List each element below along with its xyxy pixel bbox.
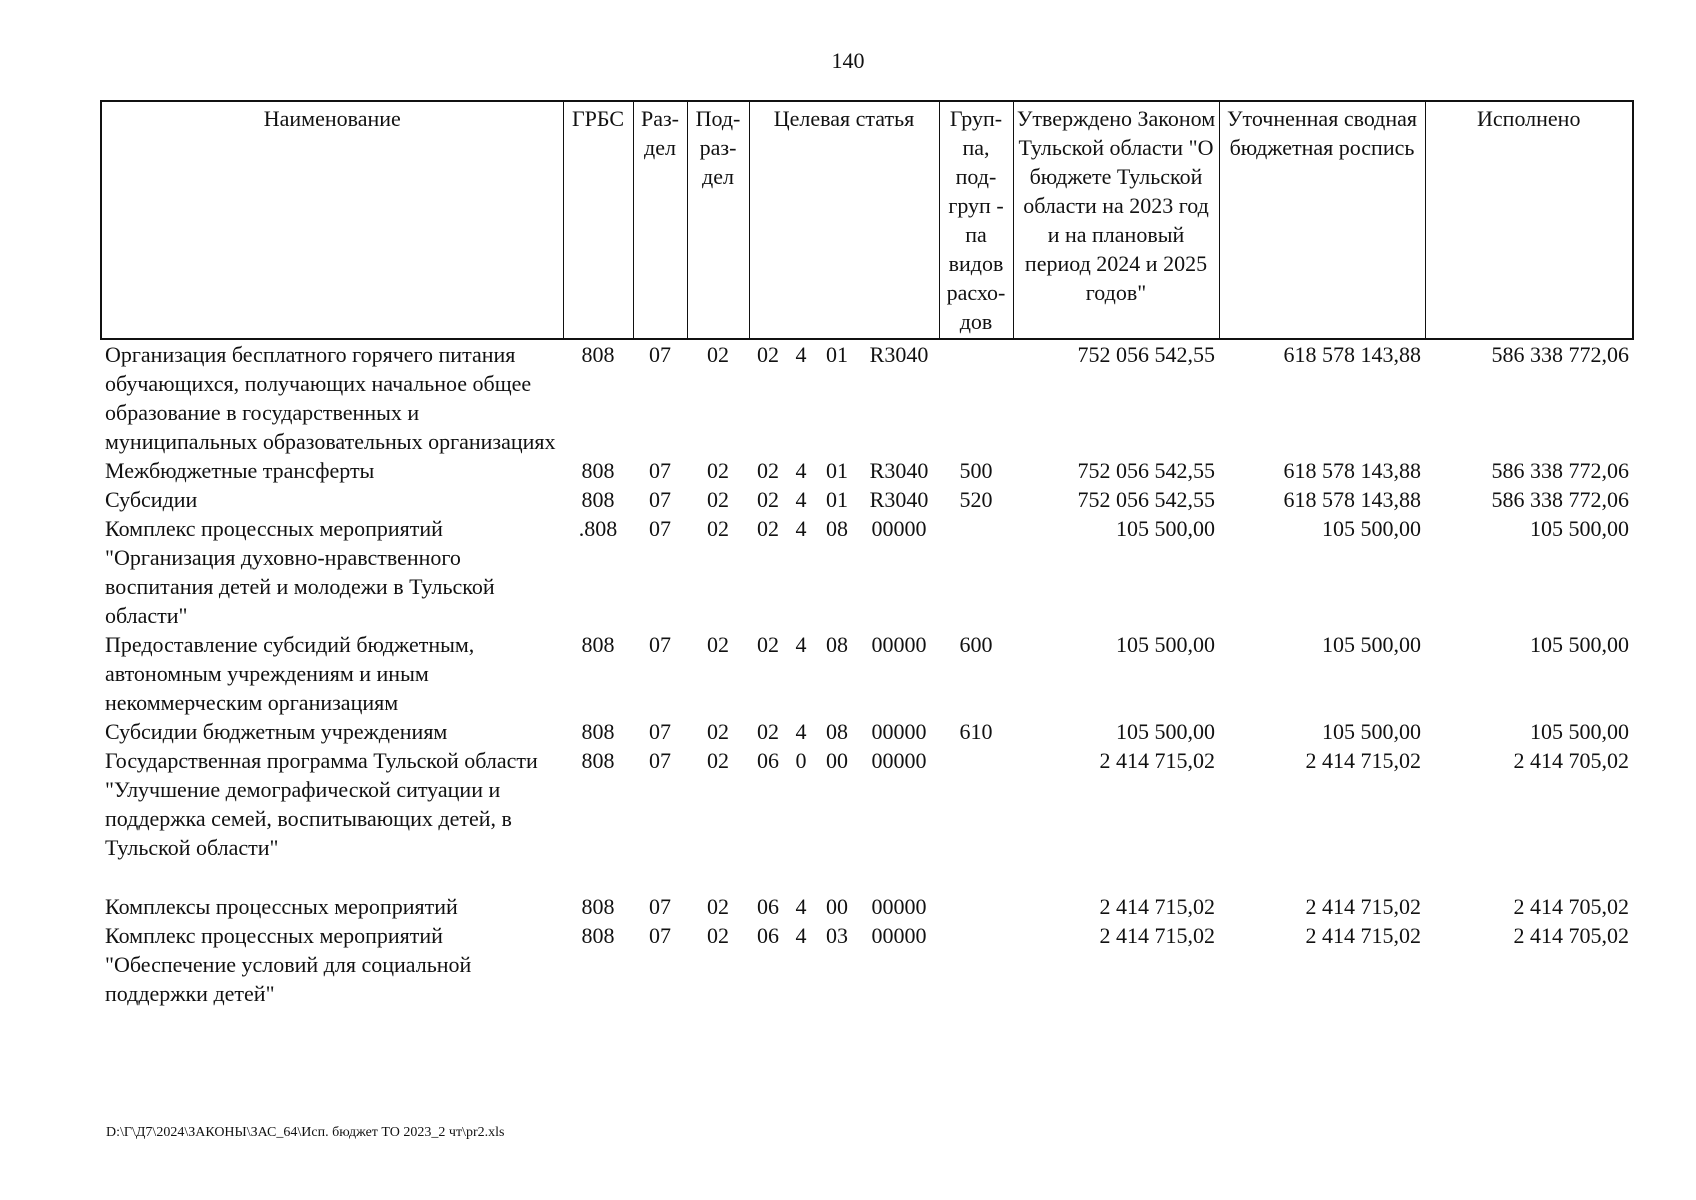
row-target-subprogram: 4 — [795, 487, 807, 512]
table-spacer-row — [101, 862, 1633, 892]
row-target-event: 01 — [826, 487, 848, 512]
row-grbs: 808 — [581, 458, 615, 483]
row-expense-group: 500 — [959, 458, 993, 483]
row-name: Комплексы процессных мероприятий — [105, 894, 458, 919]
row-expense-group: 610 — [959, 719, 993, 744]
row-expense-group: 520 — [959, 487, 993, 512]
row-target-program: 02 — [757, 516, 779, 541]
row-podrazdel: 02 — [707, 748, 729, 773]
row-target-program: 02 — [757, 487, 779, 512]
table-row — [101, 514, 1633, 630]
row-approved: 752 056 542,55 — [1077, 342, 1215, 367]
header-razdel: Раз-дел — [633, 101, 687, 339]
row-target-event: 01 — [826, 458, 848, 483]
row-revised: 618 578 143,88 — [1283, 458, 1421, 483]
row-target-program: 02 — [757, 458, 779, 483]
row-target-direction: 00000 — [871, 894, 927, 919]
row-target-direction: 00000 — [871, 748, 927, 773]
row-name: Субсидии бюджетным учреждениям — [105, 719, 448, 744]
table-row — [101, 892, 1633, 921]
page-number: 140 — [831, 48, 865, 73]
header-target-article: Целевая статья — [749, 101, 939, 339]
header-grbs: ГРБС — [563, 101, 633, 339]
row-razdel: 07 — [649, 342, 671, 367]
row-podrazdel: 02 — [707, 516, 729, 541]
row-target-event: 08 — [826, 632, 848, 657]
row-name: Комплекс процессных мероприятий "Обеспечение условий для социальной поддержки детей" — [105, 923, 472, 1006]
table-row — [101, 485, 1633, 514]
budget-table — [100, 100, 1634, 1008]
table-row — [101, 921, 1633, 1008]
row-target-program: 06 — [757, 748, 779, 773]
row-executed: 105 500,00 — [1530, 632, 1629, 657]
row-expense-group — [939, 746, 1013, 862]
header-approved: Утверждено Законом Тульской области "О бюджете Тульской области на 2023 год и на плановый период 2024 и 2025 годов" — [1013, 101, 1219, 339]
row-executed: 586 338 772,06 — [1491, 342, 1629, 367]
row-expense-group: 600 — [959, 632, 993, 657]
row-executed: 105 500,00 — [1530, 719, 1629, 744]
row-approved: 105 500,00 — [1116, 719, 1215, 744]
row-target-subprogram: 4 — [795, 923, 807, 948]
table-row — [101, 630, 1633, 717]
row-target-event: 01 — [826, 342, 848, 367]
row-target-event: 03 — [826, 923, 848, 948]
row-target-program: 06 — [757, 894, 779, 919]
row-target-subprogram: 4 — [795, 632, 807, 657]
row-target-subprogram: 4 — [795, 719, 807, 744]
row-razdel: 07 — [649, 719, 671, 744]
table-row — [101, 746, 1633, 862]
row-target-program: 02 — [757, 719, 779, 744]
row-executed: 105 500,00 — [1530, 516, 1629, 541]
row-podrazdel: 02 — [707, 342, 729, 367]
row-razdel: 07 — [649, 487, 671, 512]
row-target-event: 00 — [826, 748, 848, 773]
row-target-direction: 00000 — [871, 632, 927, 657]
row-target-direction: R3040 — [869, 487, 929, 512]
row-podrazdel: 02 — [707, 719, 729, 744]
row-executed: 2 414 705,02 — [1513, 748, 1629, 773]
row-target-program: 02 — [757, 342, 779, 367]
table-body — [101, 339, 1633, 1008]
row-razdel: 07 — [649, 516, 671, 541]
row-target-direction: 00000 — [871, 923, 927, 948]
row-target-event: 08 — [826, 516, 848, 541]
table-row — [101, 339, 1633, 456]
row-executed: 586 338 772,06 — [1491, 458, 1629, 483]
row-revised: 105 500,00 — [1322, 719, 1421, 744]
header-podrazdel: Под-раз-дел — [687, 101, 749, 339]
row-target-subprogram: 4 — [795, 516, 807, 541]
row-target-program: 06 — [757, 923, 779, 948]
row-name: Предоставление субсидий бюджетным, автономным учреждениям и иным некоммерческим организациям — [105, 632, 475, 715]
row-razdel: 07 — [649, 458, 671, 483]
row-razdel: 07 — [649, 923, 671, 948]
row-razdel: 07 — [649, 748, 671, 773]
row-expense-group — [939, 339, 1013, 456]
row-name: Межбюджетные трансферты — [105, 458, 375, 483]
table-row — [101, 717, 1633, 746]
row-approved: 752 056 542,55 — [1077, 458, 1215, 483]
row-executed: 586 338 772,06 — [1491, 487, 1629, 512]
row-name: Организация бесплатного горячего питания обучающихся, получающих начальное общее образование в государственных и муниципальных образовательных организациях — [105, 342, 556, 454]
row-revised: 618 578 143,88 — [1283, 342, 1421, 367]
row-name: Государственная программа Тульской области "Улучшение демографической ситуации и поддержка семей, воспитывающих детей, в Тульской области" — [105, 748, 538, 860]
row-revised: 618 578 143,88 — [1283, 487, 1421, 512]
row-grbs: 808 — [581, 342, 615, 367]
spacer-cell — [101, 862, 1633, 892]
row-target-direction: 00000 — [871, 719, 927, 744]
row-approved: 2 414 715,02 — [1099, 894, 1215, 919]
row-approved: 752 056 542,55 — [1077, 487, 1215, 512]
row-razdel: 07 — [649, 632, 671, 657]
table-header — [101, 101, 1633, 339]
header-revised: Уточненная сводная бюджетная роспись — [1219, 101, 1425, 339]
row-target-event: 00 — [826, 894, 848, 919]
row-name: Субсидии — [105, 487, 198, 512]
row-grbs: 808 — [581, 748, 615, 773]
row-target-direction: R3040 — [869, 458, 929, 483]
row-target-subprogram: 4 — [795, 458, 807, 483]
header-expense-group: Груп-па, под-груп - па видов расхо-дов — [939, 101, 1013, 339]
row-target-direction: R3040 — [869, 342, 929, 367]
header-name: Наименование — [101, 101, 563, 339]
row-expense-group — [939, 514, 1013, 630]
row-expense-group — [939, 892, 1013, 921]
row-podrazdel: 02 — [707, 923, 729, 948]
row-target-program: 02 — [757, 632, 779, 657]
row-revised: 105 500,00 — [1322, 516, 1421, 541]
table-row — [101, 456, 1633, 485]
row-grbs: 808 — [581, 487, 615, 512]
row-podrazdel: 02 — [707, 458, 729, 483]
row-grbs: 808 — [581, 632, 615, 657]
row-target-direction: 00000 — [871, 516, 927, 541]
row-executed: 2 414 705,02 — [1513, 894, 1629, 919]
header-executed: Исполнено — [1425, 101, 1633, 339]
row-revised: 2 414 715,02 — [1305, 894, 1421, 919]
row-podrazdel: 02 — [707, 487, 729, 512]
row-grbs: 808 — [581, 719, 615, 744]
footer-file-path: D:\Г\Д7\2024\ЗАКОНЫ\ЗАС_64\Исп. бюджет ТО 2023_2 чт\pr2.xls — [106, 1125, 505, 1140]
row-target-subprogram: 0 — [795, 748, 807, 773]
row-revised: 105 500,00 — [1322, 632, 1421, 657]
row-grbs: .808 — [578, 516, 618, 541]
row-grbs: 808 — [581, 894, 615, 919]
row-approved: 2 414 715,02 — [1099, 748, 1215, 773]
row-name: Комплекс процессных мероприятий "Организация духовно-нравственного воспитания детей и молодежи в Тульской области" — [105, 516, 495, 628]
row-approved: 2 414 715,02 — [1099, 923, 1215, 948]
row-target-subprogram: 4 — [795, 894, 807, 919]
row-razdel: 07 — [649, 894, 671, 919]
row-approved: 105 500,00 — [1116, 632, 1215, 657]
row-approved: 105 500,00 — [1116, 516, 1215, 541]
row-grbs: 808 — [581, 923, 615, 948]
row-executed: 2 414 705,02 — [1513, 923, 1629, 948]
row-expense-group — [939, 921, 1013, 1008]
row-target-event: 08 — [826, 719, 848, 744]
row-revised: 2 414 715,02 — [1305, 923, 1421, 948]
row-revised: 2 414 715,02 — [1305, 748, 1421, 773]
row-podrazdel: 02 — [707, 894, 729, 919]
row-target-subprogram: 4 — [795, 342, 807, 367]
row-podrazdel: 02 — [707, 632, 729, 657]
